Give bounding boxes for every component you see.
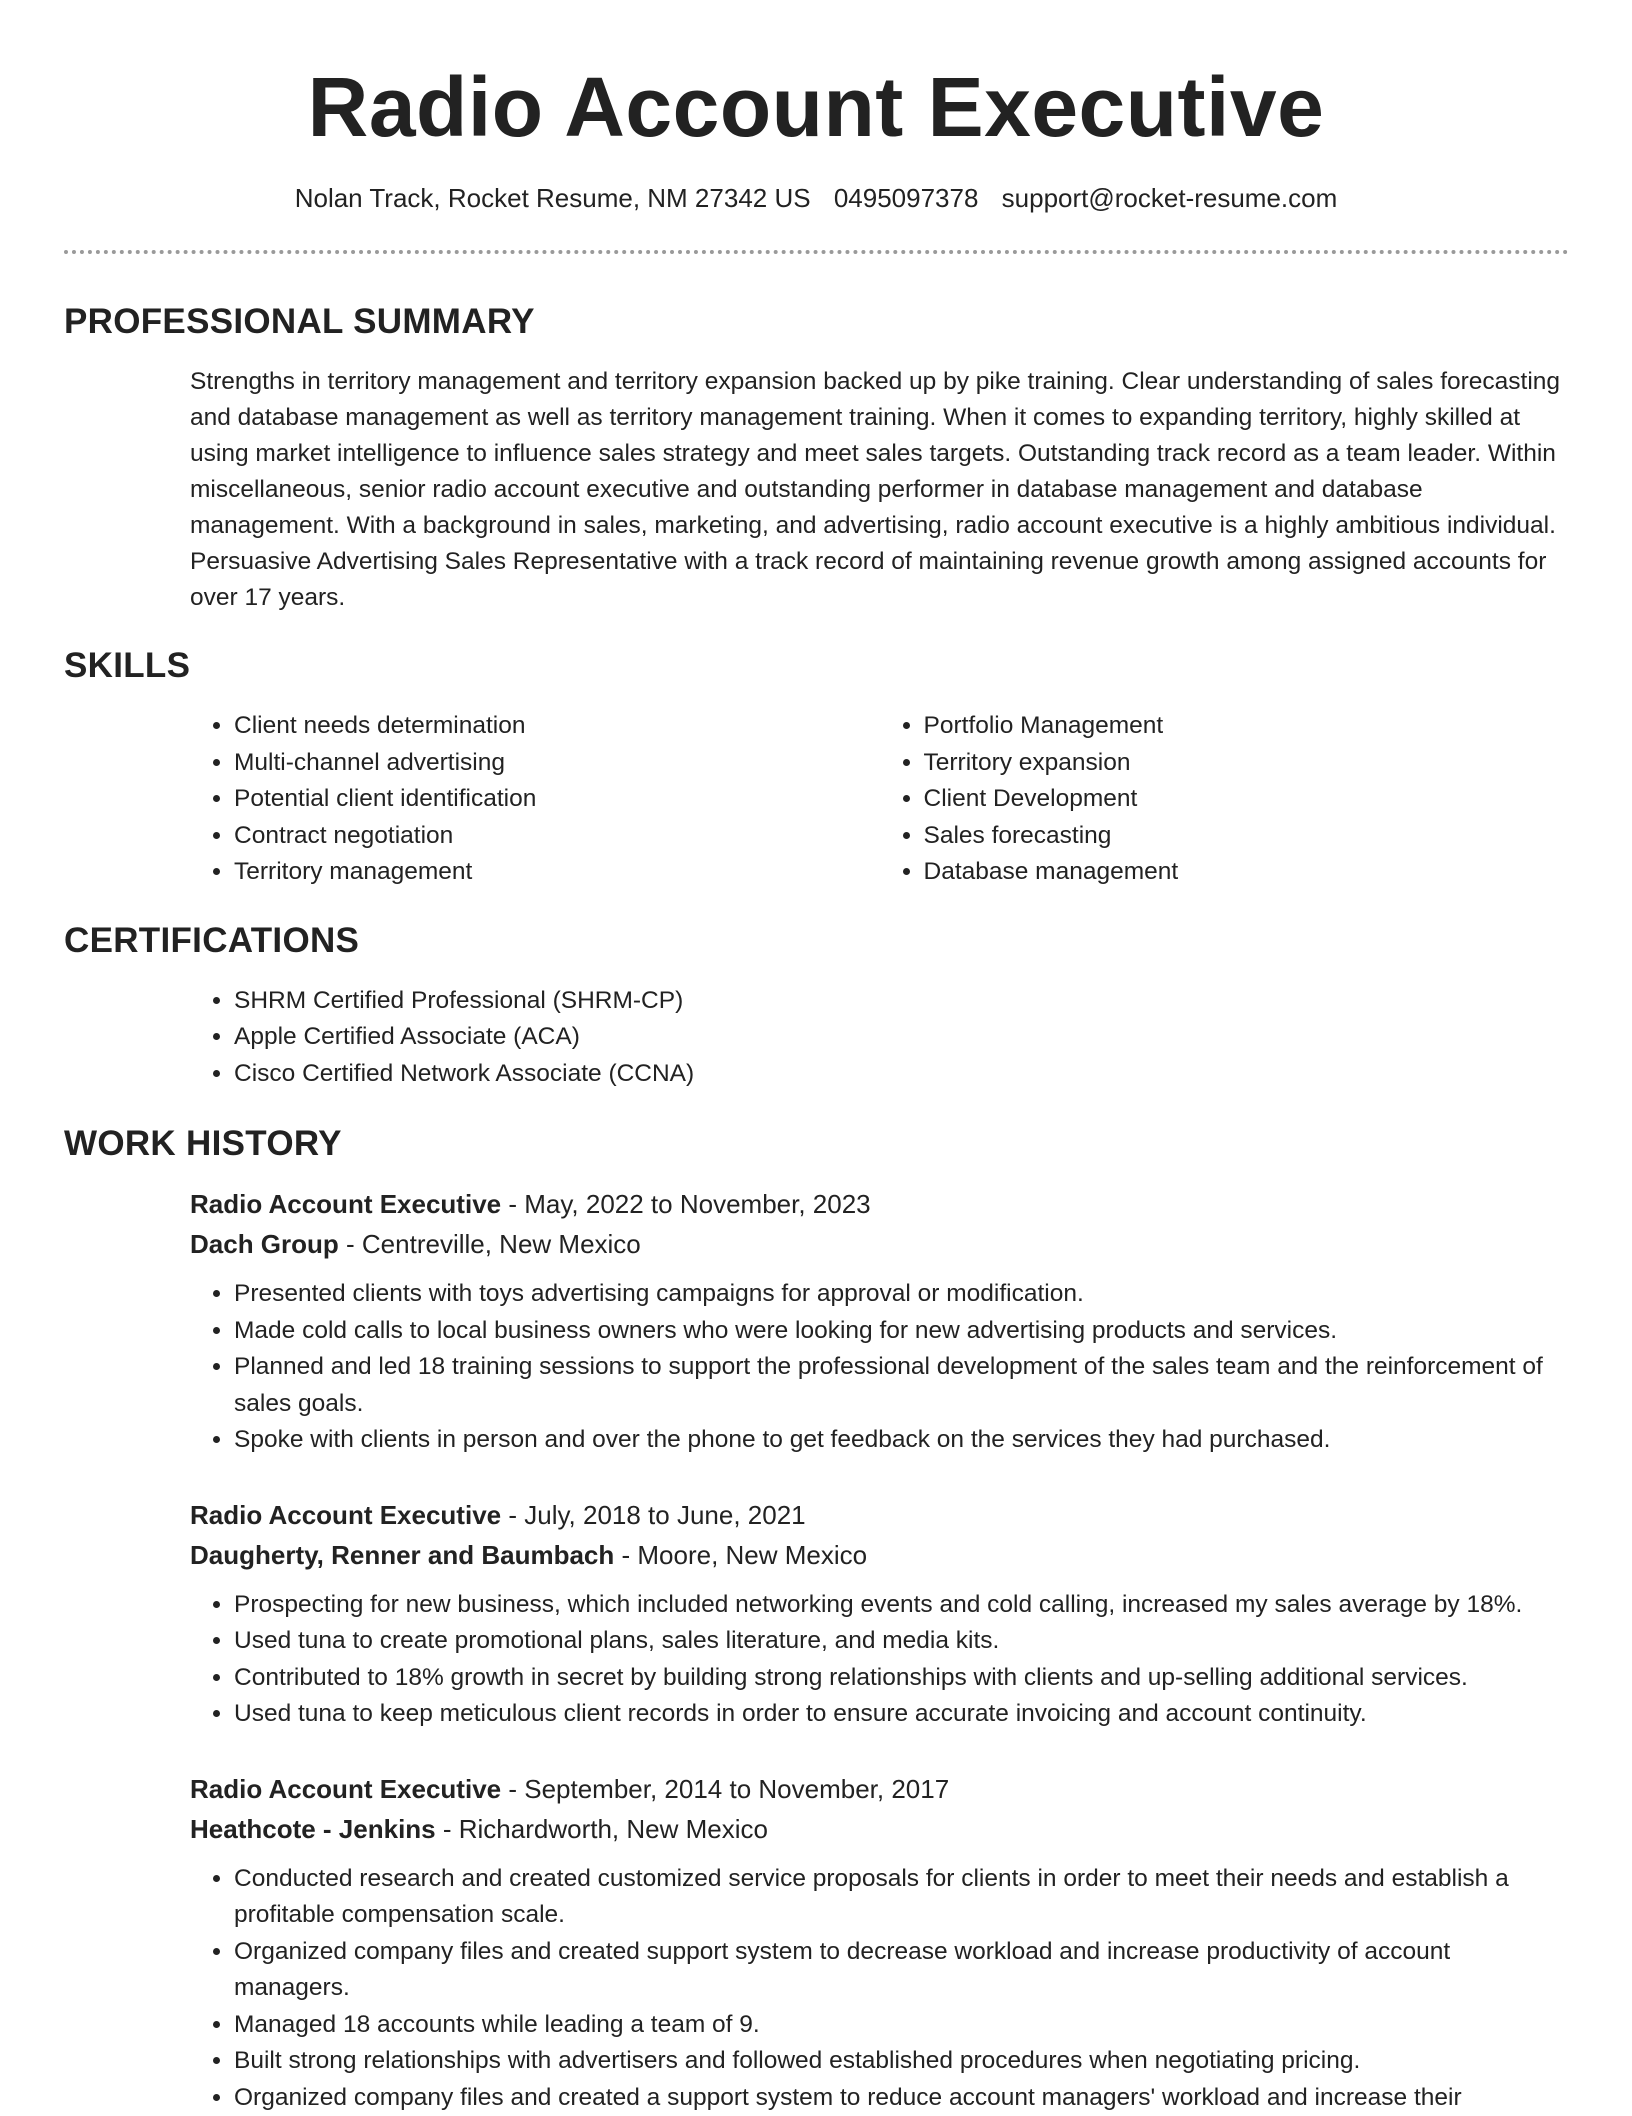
- summary-heading: PROFESSIONAL SUMMARY: [64, 292, 1569, 352]
- skill-item: • Potential client identification: [234, 781, 880, 818]
- job-entry: [190, 1184, 1569, 1459]
- work-history-heading: WORK HISTORY: [64, 1114, 1569, 1174]
- resume-content: [64, 292, 1569, 2116]
- certification-item: • Cisco Certified Network Associate (CCNA): [234, 1056, 1569, 1093]
- certification-item: • SHRM Certified Professional (SHRM-CP): [234, 983, 1569, 1020]
- skill-item: • Client Development: [924, 781, 1570, 818]
- contact-info: [0, 180, 1632, 216]
- job-bullets: [190, 1861, 1569, 2116]
- job-bullet: • Prospecting for new business, which included networking events and cold calling, increased my sales average by 18%.: [234, 1587, 1569, 1624]
- job-location: - Centreville, New Mexico: [339, 1229, 641, 1259]
- skill-item: • Database management: [924, 854, 1570, 891]
- job-company-line: [190, 1809, 1569, 1849]
- skills-columns: [190, 708, 1569, 891]
- job-bullet: • Managed 18 accounts while leading a team of 9.: [234, 2007, 1569, 2044]
- certification-item: • Apple Certified Associate (ACA): [234, 1019, 1569, 1056]
- contact-address: Nolan Track, Rocket Resume, NM 27342 US: [295, 183, 811, 213]
- job-bullets: [190, 1587, 1569, 1733]
- job-company: Heathcote - Jenkins: [190, 1814, 436, 1844]
- job-entry: [190, 1769, 1569, 2116]
- skill-item: • Territory expansion: [924, 745, 1570, 782]
- job-bullet: • Conducted research and created customized service proposals for clients in order to meet their needs and establish a profitable compensation scale.: [234, 1861, 1569, 1934]
- certifications-list-wrap: [190, 983, 1569, 1093]
- skill-item: • Client needs determination: [234, 708, 880, 745]
- job-bullet: • Contributed to 18% growth in secret by building strong relationships with clients and up-selling additional services.: [234, 1660, 1569, 1697]
- skills-right-list: [880, 708, 1570, 891]
- skills-left-list: [190, 708, 880, 891]
- work-history: [190, 1184, 1569, 2116]
- job-bullets: [190, 1276, 1569, 1459]
- skill-item: • Contract negotiation: [234, 818, 880, 855]
- job-dates: - July, 2018 to June, 2021: [501, 1500, 806, 1530]
- job-company-line: [190, 1224, 1569, 1264]
- job-location: - Moore, New Mexico: [614, 1540, 867, 1570]
- certifications-list: [190, 983, 1569, 1093]
- job-title-line: [190, 1184, 1569, 1224]
- contact-email: support@rocket-resume.com: [1002, 183, 1338, 213]
- job-title-line: [190, 1495, 1569, 1535]
- job-bullet: • Organized company files and created support system to decrease workload and increase productivity of account managers.: [234, 1934, 1569, 2007]
- summary-text: Strengths in territory management and territory expansion backed up by pike training. Clear understanding of sales forecasting and database management as well as territory management training. When it comes to expanding territory, highly skilled at using market intelligence to influence sales strategy and meet sales targets. Outstanding track record as a team leader. Within miscellaneous, senior radio account executive and outstanding performer in database management and database management. With a background in sales, marketing, and advertising, radio account executive is a highly ambitious individual. Persuasive Advertising Sales Representative with a track record of maintaining revenue growth among assigned accounts for over 17 years.: [190, 364, 1569, 616]
- job-title: Radio Account Executive: [190, 1189, 501, 1219]
- job-bullet: • Planned and led 18 training sessions to support the professional development of the sales team and the reinforcement of sales goals.: [234, 1349, 1569, 1422]
- skill-item: • Sales forecasting: [924, 818, 1570, 855]
- job-title: Radio Account Executive: [190, 1500, 501, 1530]
- job-dates: - September, 2014 to November, 2017: [501, 1774, 949, 1804]
- skill-item: • Multi-channel advertising: [234, 745, 880, 782]
- skill-item: • Territory management: [234, 854, 880, 891]
- job-company: Daugherty, Renner and Baumbach: [190, 1540, 614, 1570]
- job-bullet: • Built strong relationships with advertisers and followed established procedures when negotiating pricing.: [234, 2043, 1569, 2080]
- job-title-line: [190, 1769, 1569, 1809]
- certifications-heading: CERTIFICATIONS: [64, 911, 1569, 971]
- job-bullet: • Used tuna to create promotional plans, sales literature, and media kits.: [234, 1623, 1569, 1660]
- job-location: - Richardworth, New Mexico: [436, 1814, 768, 1844]
- job-bullet: • Made cold calls to local business owners who were looking for new advertising products and services.: [234, 1313, 1569, 1350]
- job-bullet: • Spoke with clients in person and over the phone to get feedback on the services they had purchased.: [234, 1422, 1569, 1459]
- job-bullet: • Organized company files and created a support system to reduce account managers' workload and increase their: [234, 2080, 1569, 2116]
- skills-heading: SKILLS: [64, 636, 1569, 696]
- header-divider: [64, 250, 1569, 254]
- job-bullet: • Used tuna to keep meticulous client records in order to ensure accurate invoicing and account continuity.: [234, 1696, 1569, 1733]
- job-company-line: [190, 1535, 1569, 1575]
- skill-item: • Portfolio Management: [924, 708, 1570, 745]
- job-company: Dach Group: [190, 1229, 339, 1259]
- job-dates: - May, 2022 to November, 2023: [501, 1189, 871, 1219]
- job-bullet: • Presented clients with toys advertising campaigns for approval or modification.: [234, 1276, 1569, 1313]
- candidate-name: Radio Account Executive: [0, 52, 1632, 162]
- job-title: Radio Account Executive: [190, 1774, 501, 1804]
- job-entry: [190, 1495, 1569, 1733]
- contact-phone: 0495097378: [834, 183, 979, 213]
